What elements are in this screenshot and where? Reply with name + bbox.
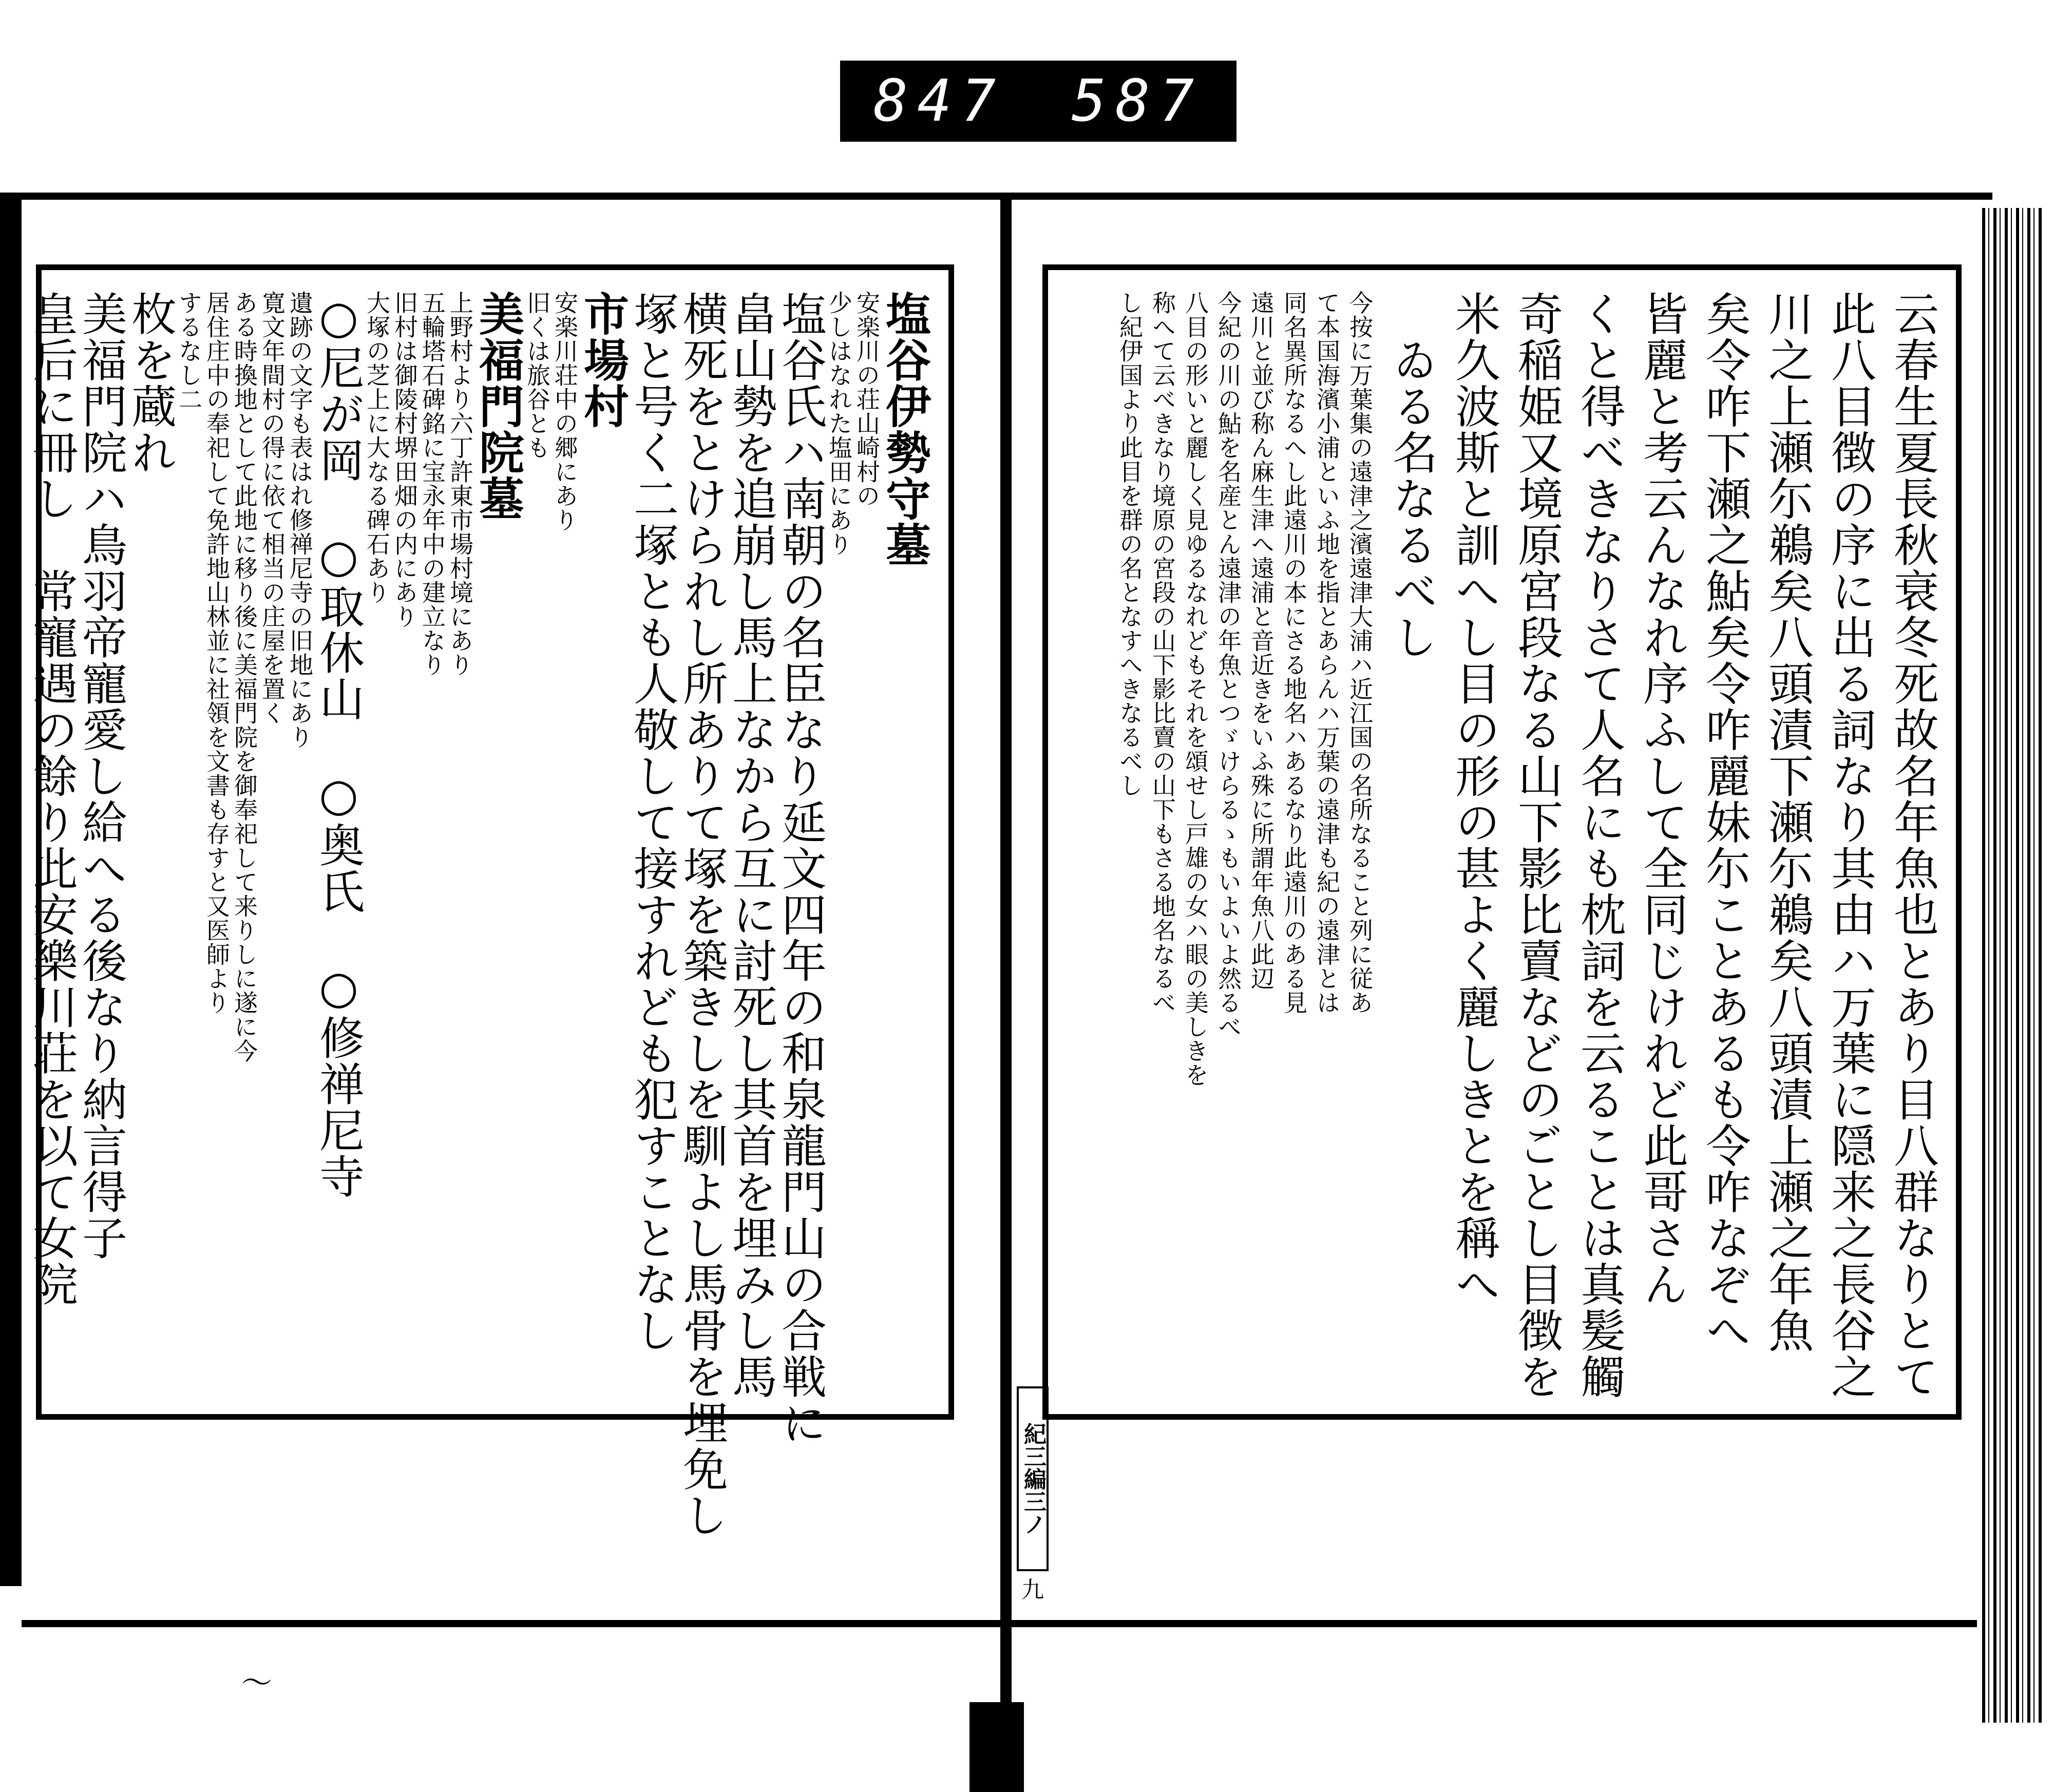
left-page-column: ○尼が岡 ○取休山 ○奥氏 ○修禅尼寺 — [312, 291, 365, 1199]
margin-tab: 紀三編三ノ — [1017, 1386, 1049, 1571]
right-page-column: 今按に万葉集の遠津之濱遠津大浦ハ近江国の名所なること列に従あ — [1346, 291, 1374, 1015]
right-page-column: 此八目徴の序に出る詞なり其由ハ万葉に隠来之長谷之 — [1824, 291, 1877, 1400]
left-page-column: 塚と号く二塚とも人敬して接すれども犯すことなし — [626, 291, 679, 1353]
stray-mark: 〜 — [241, 1665, 272, 1701]
right-page-column: くと得べきなりさて人名にも枕詞を云ることは真髪觸 — [1573, 291, 1626, 1400]
left-page-column: 塩谷氏ハ南朝の名臣なり延文四年の和泉龍門山の合戦に — [774, 291, 827, 1446]
left-page-column: 旧村は御陵村堺田畑の内にあり — [391, 291, 419, 628]
left-page-column: するなし二 — [175, 291, 203, 411]
right-page-column: 八目の形いと麗しく見ゆるなれどもそれを頌せし戸雄の女ハ眼の美しきを — [1182, 291, 1209, 1087]
bottom-rule-left — [22, 1620, 1000, 1627]
left-page-column: 安楽川荘中の郷にあり — [551, 291, 579, 532]
left-page-column: 大塚の芝上に大なる碑石あり — [363, 291, 391, 604]
left-page-column: 上野村より六丁許東市場村境にあり — [446, 291, 474, 677]
left-page-column: 寛文年間村の得に依て相当の庄屋を置く — [258, 291, 286, 725]
archive-frame-label — [840, 61, 1237, 142]
left-page-column: 居住庄中の奉祀して免許地山林並に社領を文書も存すと又医師より — [203, 291, 231, 1015]
left-page-edge — [0, 200, 22, 1586]
right-page-column: 米久波斯と訓へし目の形の甚よく麗しきとを稱へ — [1448, 291, 1501, 1307]
bottom-rule-right — [1012, 1620, 1977, 1627]
left-page-column: ある時換地として此地に移り後に美福門院を御奉祀して来りしに遂に今 — [231, 291, 258, 1063]
right-page-column: 同名異所なるへし此遠川の本にさる地名ハあるなり此遠川のある見 — [1280, 291, 1308, 1015]
right-page-frame — [1042, 264, 1962, 1420]
left-page-column: 皇后に冊し 常寵遇の餘り此安樂川荘を以て女院 — [26, 291, 79, 1307]
left-page-column: 畠山勢を追崩し馬上なから互に討死し其首を埋みし馬 — [725, 291, 778, 1400]
left-page-column: 五輪塔石碑銘に宝永年中の建立なり — [419, 291, 446, 677]
top-rule — [0, 193, 1992, 200]
left-page-text — [26, 291, 932, 1538]
left-page-column: 安楽川の荘山崎村の — [853, 291, 881, 508]
left-page-column: 枚を蔵れ — [124, 291, 177, 475]
right-page-text — [1069, 291, 1939, 1400]
left-page-column: 少しはなれた塩田にあり — [825, 291, 853, 556]
right-page-column: 川之上瀬尓鵜矣八頭漬下瀬尓鵜矣八頭漬上瀬之年魚 — [1761, 291, 1814, 1353]
left-page-column: 遺跡の文字も表はれ修禅尼寺の旧地にあり — [286, 291, 314, 749]
left-page-column: 塩谷伊勢守墓 — [879, 291, 932, 568]
archive-number-left: 847 — [873, 68, 1005, 135]
right-page-column: 矣令咋下瀬之鮎矣令咋麗妹尓ことあるも令咋なぞへ — [1699, 291, 1752, 1353]
right-page-column: 奇稲姫又境原宮段なる山下影比賣などのごとし目徴を — [1511, 291, 1564, 1400]
right-page-column: 云春生夏長秋衰冬死故名年魚也とあり目八群なりとて — [1887, 291, 1939, 1400]
left-page-column: 横死をとけられし所ありて塚を築きしを馴よし馬骨を埋免し — [676, 291, 729, 1538]
book-gutter — [1000, 200, 1012, 1740]
right-page-column: 皆麗と考云んなれ序ふして全同じけれど此哥さん — [1636, 291, 1689, 1307]
right-page-column: し紀伊国より此目を群の名となすへきなるべし — [1116, 291, 1144, 797]
right-page-edge — [1982, 208, 2044, 1723]
right-page-column: て本国海濱小浦といふ地を指とあらんハ万葉の遠津も紀の遠津とは — [1313, 291, 1341, 1015]
right-page-column: 称へて云べきなり境原の宮段の山下影比賣の山下もさる地名なるべ — [1149, 291, 1176, 1015]
folio-number: 九 — [1021, 1577, 1044, 1603]
right-page-column: ゐる名なるべし — [1385, 337, 1438, 660]
gutter-foot — [969, 1702, 1024, 1792]
left-page-column: 美福門院墓 — [472, 291, 525, 522]
left-page-column: 美福門院ハ鳥羽帝寵愛し給へる後なり納言得子 — [75, 291, 128, 1261]
archive-number-right: 587 — [1071, 68, 1204, 135]
left-page-column: 旧くは旅谷とも — [523, 291, 551, 460]
right-page-column: 今紀の川の鮎を名産とん遠津の年魚とつゞけらるゝもいよいよ然るべ — [1214, 291, 1242, 1039]
right-page-column: 遠川と並び称ん麻生津へ遠浦と音近きをいふ殊に所謂年魚八此辺 — [1247, 291, 1275, 990]
left-page-frame — [26, 264, 954, 1538]
left-page-column: 市場村 — [577, 291, 630, 429]
